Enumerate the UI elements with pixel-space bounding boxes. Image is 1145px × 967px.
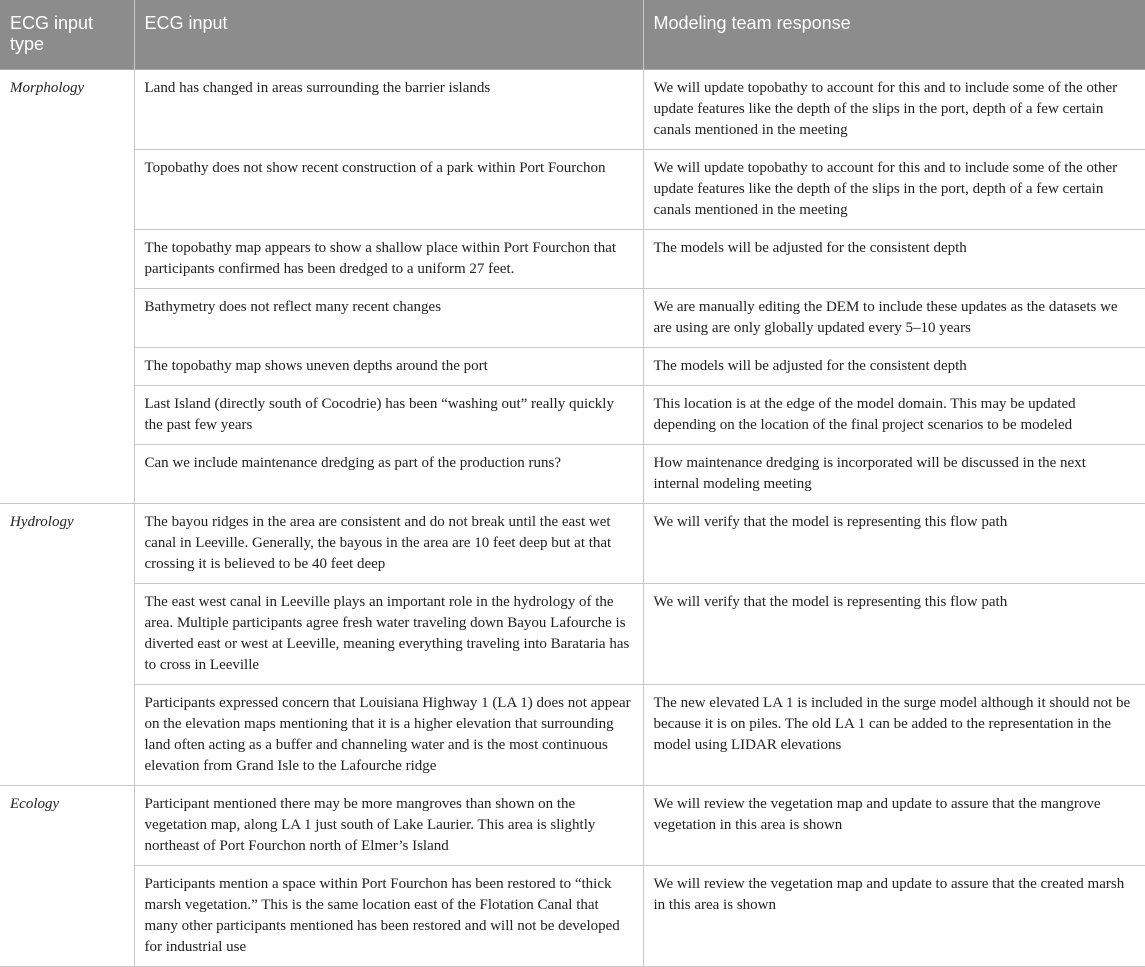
header-ecg-input-type: ECG input type — [0, 0, 134, 70]
response-cell: We will review the vegetation map and update to assure that the mangrove vegetation in this area is shown — [643, 786, 1145, 866]
ecg-input-cell: Last Island (directly south of Cocodrie) has been “washing out” really quickly the past few years — [134, 386, 643, 445]
response-cell: We will update topobathy to account for this and to include some of the other update features like the depth of the slips in the port, depth of a few certain canals mentioned in the meeting — [643, 70, 1145, 150]
header-ecg-input: ECG input — [134, 0, 643, 70]
ecg-input-cell: Topobathy does not show recent construction of a park within Port Fourchon — [134, 150, 643, 230]
response-cell: We will review the vegetation map and update to assure that the created marsh in this area is shown — [643, 866, 1145, 967]
table-row — [0, 685, 1145, 786]
response-cell: We will verify that the model is representing this flow path — [643, 504, 1145, 584]
ecg-input-cell: The topobathy map appears to show a shallow place within Port Fourchon that participants confirmed has been dredged to a uniform 27 feet. — [134, 230, 643, 289]
response-cell: The new elevated LA 1 is included in the surge model although it should not be because it is on piles. The old LA 1 can be added to the representation in the model using LIDAR elevations — [643, 685, 1145, 786]
table-row — [0, 386, 1145, 445]
ecg-input-cell: The bayou ridges in the area are consistent and do not break until the east wet canal in Leeville. Generally, the bayous in the area are 10 feet deep but at that crossing it is believed to be 40 feet deep — [134, 504, 643, 584]
response-cell: We will verify that the model is representing this flow path — [643, 584, 1145, 685]
ecg-input-cell: Can we include maintenance dredging as part of the production runs? — [134, 445, 643, 504]
header-modeling-team-response: Modeling team response — [643, 0, 1145, 70]
input-type-hydrology: Hydrology — [0, 504, 134, 786]
response-cell: How maintenance dredging is incorporated will be discussed in the next internal modeling meeting — [643, 445, 1145, 504]
ecg-input-cell: Participant mentioned there may be more mangroves than shown on the vegetation map, along LA 1 just south of Lake Laurier. This area is slightly northeast of Port Fourchon north of Elmer’s Island — [134, 786, 643, 866]
table-header — [0, 0, 1145, 70]
table-row — [0, 70, 1145, 150]
table-row — [0, 289, 1145, 348]
response-cell: The models will be adjusted for the consistent depth — [643, 230, 1145, 289]
header-row — [0, 0, 1145, 70]
table-row — [0, 230, 1145, 289]
table-row — [0, 504, 1145, 584]
table-row — [0, 786, 1145, 866]
table-row — [0, 348, 1145, 386]
table-row — [0, 866, 1145, 967]
table-row — [0, 584, 1145, 685]
ecg-input-cell: Land has changed in areas surrounding the barrier islands — [134, 70, 643, 150]
ecg-input-cell: Participants mention a space within Port Fourchon has been restored to “thick marsh vegetation.” This is the same location east of the Flotation Canal that many other participants mentioned has been restored and will not be developed for industrial use — [134, 866, 643, 967]
table-body — [0, 70, 1145, 967]
ecg-input-cell: The east west canal in Leeville plays an important role in the hydrology of the area. Multiple participants agree fresh water traveling down Bayou Lafourche is diverted east or west at Leeville, meaning everything traveling into Barataria has to cross in Leeville — [134, 584, 643, 685]
ecg-input-cell: Participants expressed concern that Louisiana Highway 1 (LA 1) does not appear on the elevation maps mentioning that it is a higher elevation that surrounding land often acting as a buffer and channeling water and is the most continuous elevation from Grand Isle to the Lafourche ridge — [134, 685, 643, 786]
input-type-morphology: Morphology — [0, 70, 134, 504]
response-cell: The models will be adjusted for the consistent depth — [643, 348, 1145, 386]
response-cell: This location is at the edge of the model domain. This may be updated depending on the location of the final project scenarios to be modeled — [643, 386, 1145, 445]
ecg-input-cell: The topobathy map shows uneven depths around the port — [134, 348, 643, 386]
table-row — [0, 150, 1145, 230]
input-type-ecology: Ecology — [0, 786, 134, 967]
ecg-input-cell: Bathymetry does not reflect many recent changes — [134, 289, 643, 348]
table-row — [0, 445, 1145, 504]
response-cell: We will update topobathy to account for this and to include some of the other update features like the depth of the slips in the port, depth of a few certain canals mentioned in the meeting — [643, 150, 1145, 230]
response-cell: We are manually editing the DEM to include these updates as the datasets we are using are only globally updated every 5–10 years — [643, 289, 1145, 348]
